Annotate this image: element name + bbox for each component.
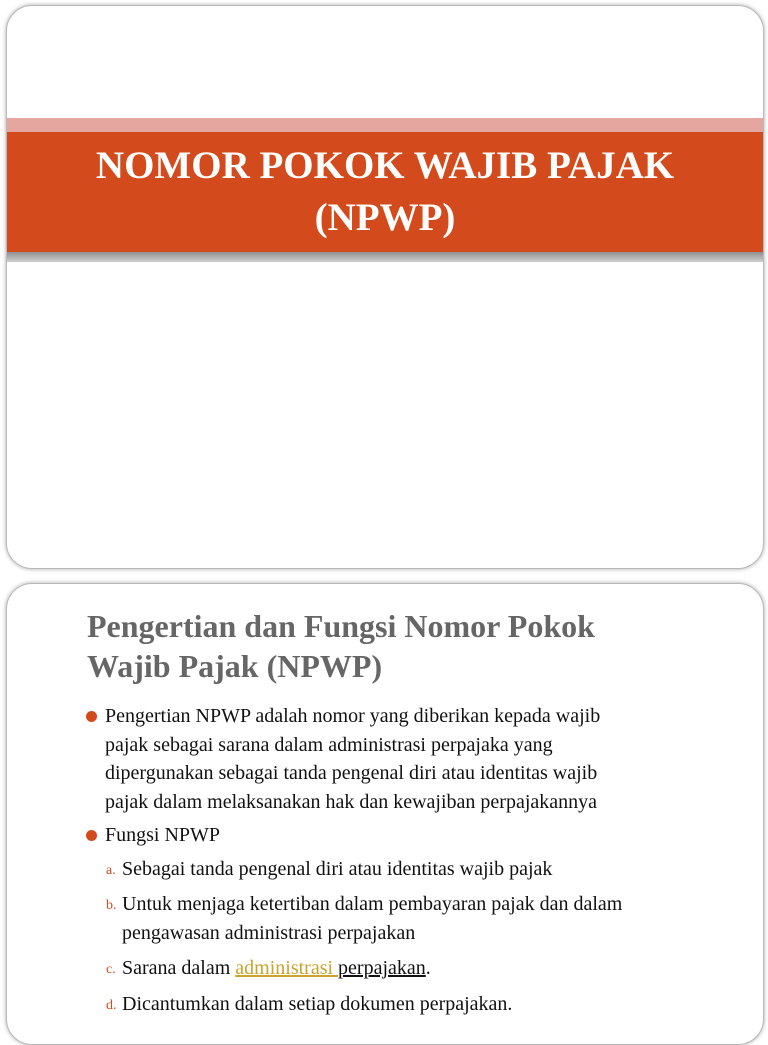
slide-heading-line2: Wajib Pajak (NPWP) xyxy=(87,648,383,684)
bullet-text-line: Pengertian NPWP adalah nomor yang diberikan kepada wajib xyxy=(105,705,601,727)
perpajakan-link[interactable]: perpajakan xyxy=(338,957,426,979)
bullet-dot-icon xyxy=(86,711,97,722)
list-item-text: Untuk menjaga ketertiban dalam pembayaran pajak dan dalam xyxy=(122,893,623,915)
list-item-text: Dicantumkan dalam setiap dokumen perpajakan. xyxy=(122,992,513,1015)
slide-title xyxy=(96,140,674,244)
list-item-text: pengawasan administrasi perpajakan xyxy=(122,921,416,944)
list-item-a xyxy=(85,855,750,884)
title-band-shadow xyxy=(7,252,763,262)
title-band-top-stripe xyxy=(7,118,763,132)
slide-title-line1: NOMOR POKOK WAJIB PAJAK xyxy=(95,144,675,187)
bullet-text-line: pajak dalam melaksanakan hak dan kewajiban perpajakannya xyxy=(105,790,598,813)
bullet-pengertian xyxy=(85,702,750,816)
bullet-fungsi xyxy=(85,821,750,850)
slide-content xyxy=(85,702,750,1025)
list-marker: c. xyxy=(106,962,116,977)
list-marker: b. xyxy=(106,898,117,913)
slide-2 xyxy=(6,583,764,1045)
slide-title-line2: (NPWP) xyxy=(314,196,456,239)
slide-1 xyxy=(6,5,764,569)
bullet-text-line: pajak sebagai sarana dalam administrasi perpajaka yang xyxy=(105,733,553,756)
list-item-c xyxy=(85,954,750,983)
list-marker: d. xyxy=(106,997,117,1013)
title-band xyxy=(7,132,763,252)
bullet-dot-icon xyxy=(86,830,97,841)
list-item-b xyxy=(85,890,750,947)
list-item-text: Sarana dalam xyxy=(122,957,236,979)
bullet-text-line: dipergunakan sebagai tanda pengenal diri atau identitas wajib xyxy=(105,762,598,784)
list-item-text: Sebagai tanda pengenal diri atau identitas wajib pajak xyxy=(122,857,553,880)
slide-heading xyxy=(87,606,727,686)
bullet-text-line: Fungsi NPWP xyxy=(105,824,221,846)
administrasi-link[interactable]: administrasi xyxy=(235,957,339,979)
slide-heading-line1: Pengertian dan Fungsi Nomor Pokok xyxy=(87,608,595,644)
list-item-d xyxy=(85,990,750,1019)
list-item-suffix: . xyxy=(425,957,431,979)
list-marker: a. xyxy=(106,862,116,878)
